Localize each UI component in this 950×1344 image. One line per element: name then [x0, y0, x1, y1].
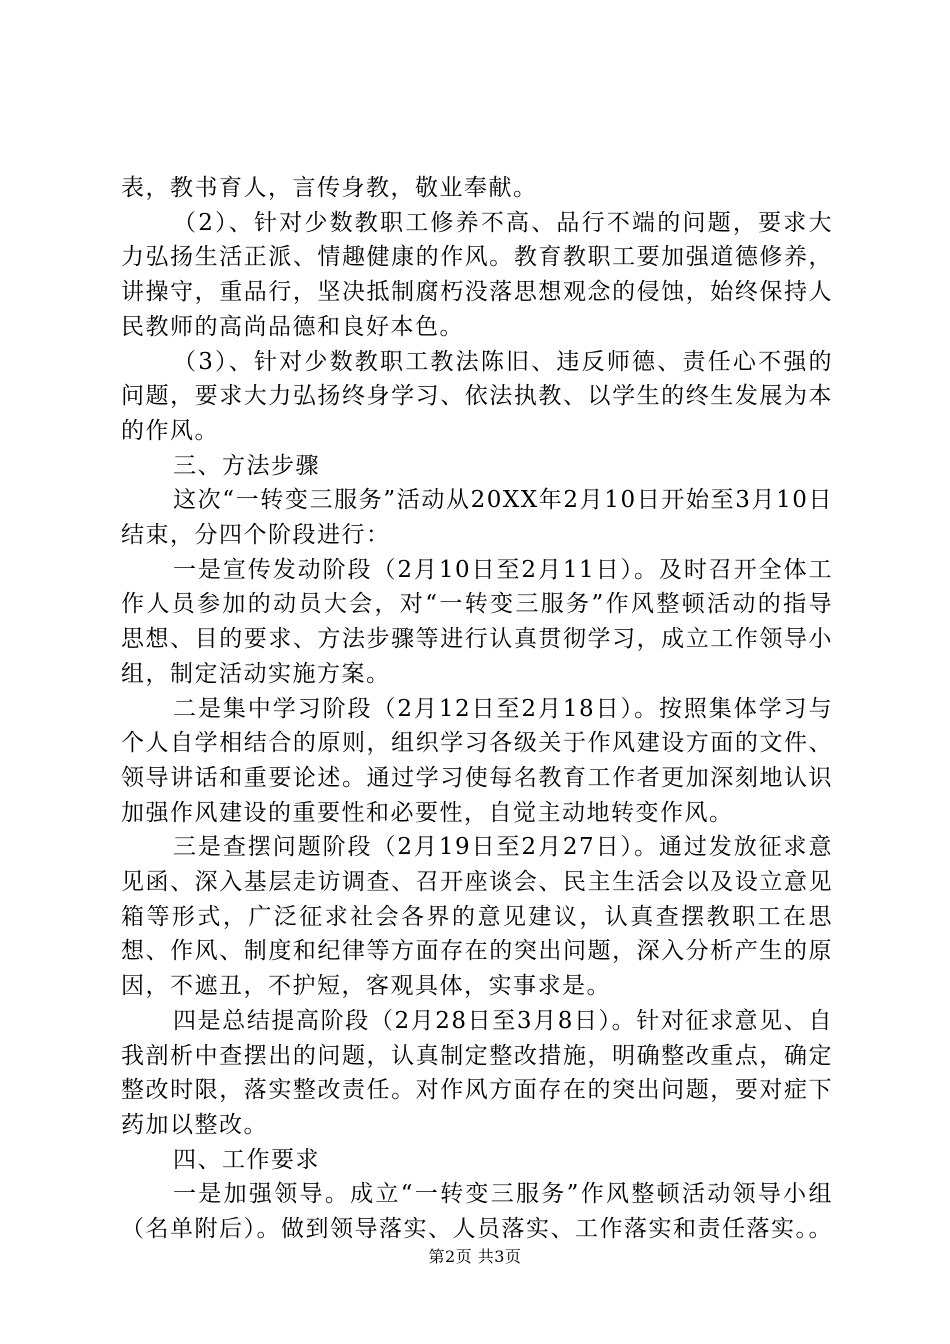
paragraph: 三是查摆问题阶段（2月19日至2月27日）。通过发放征求意见函、深入基层走访调查、召开座谈会、民主生活会以及设立意见箱等形式，广泛征求社会各界的意见建议，认真查摆教职工在思想、作风、制度和纪律等方面存在的突出问题，深入分析产生的原因，不遮丑，不护短，客观具体，实事求是。	[121, 834, 833, 1000]
document-body	[121, 171, 833, 1247]
paragraph: 这次“一转变三服务”活动从20XX年2月10日开始至3月10日结束，分四个阶段进行：	[121, 487, 833, 549]
section-heading: 四、工作要求	[173, 1146, 320, 1173]
paragraph: 表，教书育人，言传身教，敬业奉献。	[121, 175, 538, 201]
section-heading: 三、方法步骤	[173, 452, 320, 479]
page-number-footer: 第2页 共3页	[428, 1247, 522, 1266]
paragraph: 二是集中学习阶段（2月12日至2月18日）。按照集体学习与个人自学相结合的原则，组织学习各级关于作风建设方面的文件、领导讲话和重要论述。通过学习使每名教育工作者更加深刻地认识加强作风建设的重要性和必要性，自觉主动地转变作风。	[121, 695, 833, 826]
paragraph: 四是总结提高阶段（2月28日至3月8日）。针对征求意见、自我剖析中查摆出的问题，认真制定整改措施，明确整改重点，确定整改时限，落实整改责任。对作风方面存在的突出问题，要对症下药加以整改。	[121, 1007, 833, 1138]
paragraph: （2）、针对少数教职工修养不高、品行不端的问题，要求大力弘扬生活正派、情趣健康的作风。教育教职工要加强道德修养，讲操守，重品行，坚决抵制腐朽没落思想观念的侵蚀，始终保持人民教师的高尚品德和良好本色。	[121, 209, 833, 340]
paragraph: 一是宣传发动阶段（2月10日至2月11日）。及时召开全体工作人员参加的动员大会，对“一转变三服务”作风整顿活动的指导思想、目的要求、方法步骤等进行认真贯彻学习，成立工作领导小组，制定活动实施方案。	[121, 556, 833, 687]
paragraph: （3）、针对少数教职工教法陈旧、违反师德、责任心不强的问题，要求大力弘扬终身学习、依法执教、以学生的终生发展为本的作风。	[121, 348, 833, 444]
paragraph: 一是加强领导。成立“一转变三服务”作风整顿活动领导小组（名单附后）。做到领导落实、人员落实、工作落实和责任落实。。	[121, 1181, 833, 1243]
